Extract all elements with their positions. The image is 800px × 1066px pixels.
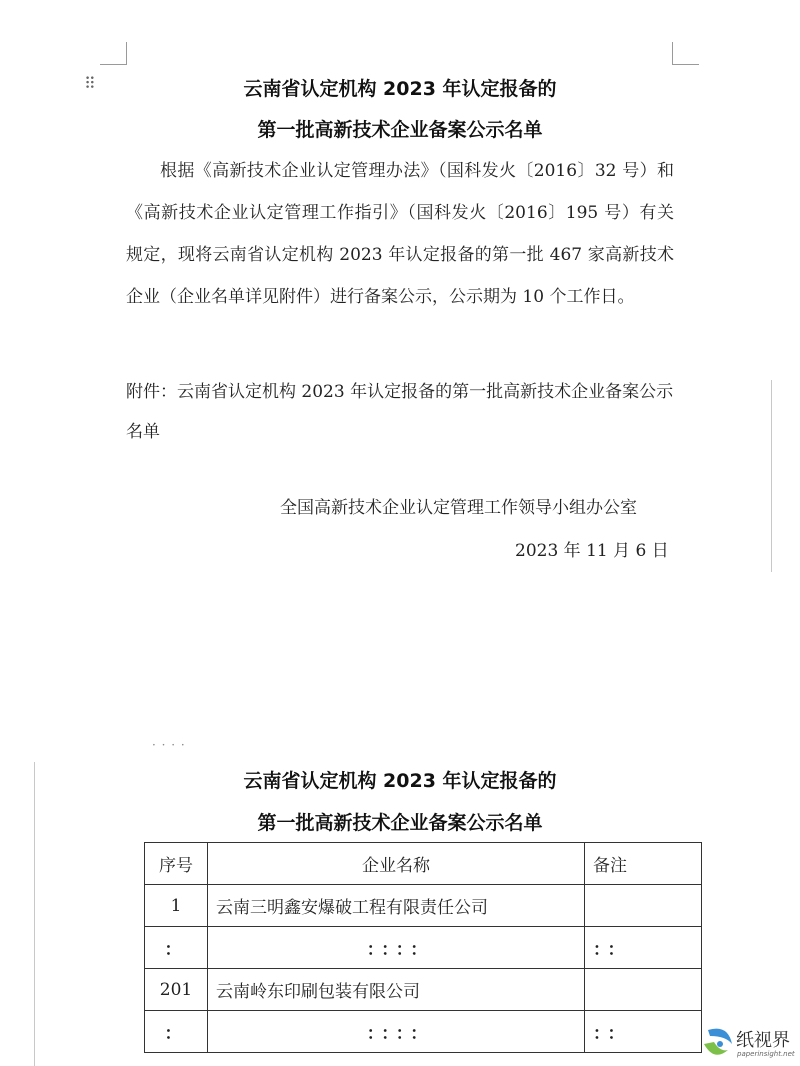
margin-corner-mark bbox=[100, 42, 127, 65]
table-row bbox=[145, 885, 702, 927]
notice-title-line1: 云南省认定机构 2023 年认定报备的 bbox=[243, 78, 557, 100]
table-row bbox=[145, 927, 702, 969]
logo-green-swoosh bbox=[704, 1042, 728, 1055]
notice-title-line2: 第一批高新技术企业备案公示名单 bbox=[257, 119, 543, 141]
table-header-row bbox=[145, 843, 702, 885]
watermark-name: 纸视界 bbox=[736, 1030, 790, 1051]
row-company-name: 云南三明鑫安爆破工程有限责任公司 bbox=[208, 885, 585, 927]
row-seq: ： bbox=[145, 1011, 208, 1053]
attachment-note: 附件：云南省认定机构 2023 年认定报备的第一批高新技术企业备案公示名单 bbox=[126, 382, 674, 442]
row-note bbox=[585, 969, 702, 1011]
row-seq: ： bbox=[145, 927, 208, 969]
row-seq: 201 bbox=[145, 969, 208, 1011]
list-title-line2: 第一批高新技术企业备案公示名单 bbox=[257, 812, 543, 834]
company-list-table bbox=[144, 842, 702, 1053]
page-edge-rule bbox=[771, 380, 772, 572]
row-seq: 1 bbox=[145, 885, 208, 927]
margin-corner-mark bbox=[672, 42, 699, 65]
table-row bbox=[145, 1011, 702, 1053]
row-company-name: 云南岭东印刷包装有限公司 bbox=[208, 969, 585, 1011]
watermark-url: paperinsight.net bbox=[737, 1050, 795, 1058]
signature-organization: 全国高新技术企业认定管理工作领导小组办公室 bbox=[280, 498, 637, 518]
row-note: ：： bbox=[585, 927, 702, 969]
header-note: 备注 bbox=[585, 843, 702, 885]
logo-dot bbox=[717, 1041, 723, 1047]
row-note: ：： bbox=[585, 1011, 702, 1053]
page-break-marks: · · · · bbox=[152, 738, 186, 752]
table-row bbox=[145, 969, 702, 1011]
notice-body: 根据《高新技术企业认定管理办法》（国科发火〔2016〕32 号）和《高新技术企业认定管理工作指引》（国科发火〔2016〕195 号）有关规定，现将云南省认定机构 2023 年认定报备的第一批 467 家高新技术企业（企业名单详见附件）进行备案公示，公示期为 10 个工作日。 bbox=[126, 161, 674, 307]
list-title-line1: 云南省认定机构 2023 年认定报备的 bbox=[243, 770, 557, 792]
signature-date: 2023 年 11 月 6 日 bbox=[515, 541, 669, 561]
header-seq: 序号 bbox=[145, 843, 208, 885]
row-company-name: ：：：： bbox=[208, 1011, 585, 1053]
drag-handle-icon[interactable]: ⠿ bbox=[84, 74, 94, 93]
row-company-name: ：：：： bbox=[208, 927, 585, 969]
row-note bbox=[585, 885, 702, 927]
header-company-name: 企业名称 bbox=[208, 843, 585, 885]
